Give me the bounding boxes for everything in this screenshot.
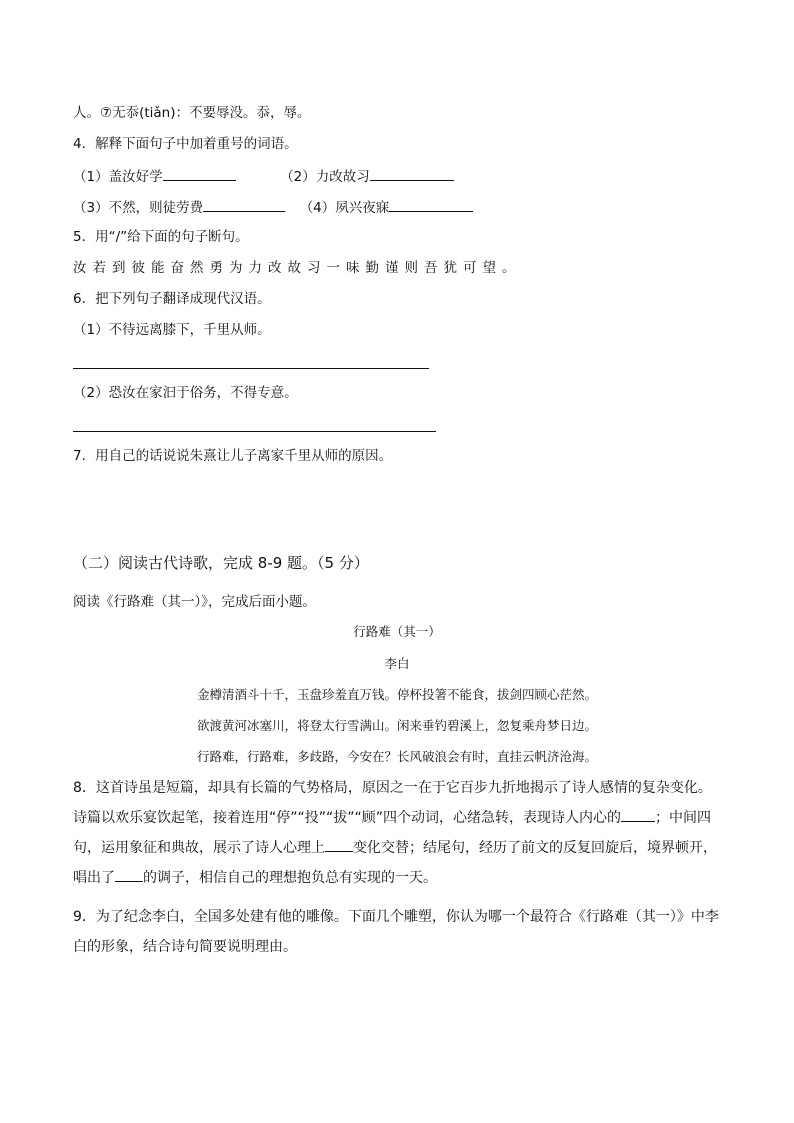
q4-item-3: （3）不然，则徒劳费 (73, 200, 204, 216)
answer-line[interactable] (73, 368, 429, 369)
answer-blank[interactable] (370, 165, 454, 181)
section-2-title: （二）阅读古代诗歌，完成 8-9 题。（5 分） (73, 554, 369, 572)
q8-text-2: ；中间四句，运用象征和典故，展示了诗人心理上 (73, 810, 712, 856)
q4-item-4: （4）夙兴夜寐 (299, 200, 390, 216)
question-5-sentence: 汝若到彼能奋然勇为力改故习一味勤谨则吾犹可望。 (73, 260, 522, 276)
q4-item-2: （2）力改故习 (280, 169, 370, 185)
q8-text-4: 的调子，相信自己的理想抱负总有实现的一天。 (143, 870, 437, 886)
question-6-item-1: （1）不待远离膝下，千里从师。 (73, 322, 271, 338)
answer-blank[interactable] (163, 165, 236, 181)
poem-title: 行路难（其一） (353, 624, 441, 639)
poem-line-1: 金樽清酒斗十千，玉盘珍羞直万钱。停杯投箸不能食，拔剑四顾心茫然。 (196, 687, 597, 702)
question-6-title: 6．把下列句子翻译成现代汉语。 (73, 291, 271, 307)
question-4-title: 4．解释下面句子中加着重号的词语。 (73, 136, 298, 152)
q8-text-3: 变化交替；结尾句，经历了前文的反复回旋后，境界顿开，唱出了 (73, 840, 717, 886)
question-4-row-2 (73, 196, 473, 218)
question-6-item-2: （2）恐汝在家汩于俗务，不得专意。 (73, 385, 298, 401)
question-9-paragraph: 9．为了纪念李白，全国多处建有他的雕像。下面几个雕塑，你认为哪一个最符合《行路难（其一）》中李白的形象，结合诗句简要说明理由。 (73, 909, 719, 955)
answer-line[interactable] (73, 431, 436, 432)
question-4-row-1 (73, 165, 454, 187)
q4-item-1: （1）盖汝好学 (73, 169, 163, 185)
poem-line-3: 行路难，行路难，多歧路，今安在？长风破浪会有时，直挂云帆济沧海。 (196, 749, 597, 764)
section-2-intro: 阅读《行路难（其一）》，完成后面小题。 (73, 594, 316, 610)
answer-blank[interactable] (389, 196, 473, 212)
answer-blank[interactable] (115, 865, 143, 882)
question-5-title: 5．用“/”给下面的句子断句。 (73, 229, 249, 245)
question-8-paragraph (73, 773, 723, 893)
answer-blank[interactable] (203, 196, 285, 212)
poem-author: 李白 (384, 656, 410, 671)
question-7-title: 7．用自己的话说说朱熹让儿子离家千里从师的原因。 (73, 448, 393, 464)
answer-blank[interactable] (621, 805, 655, 822)
annotation-note: 人。⑦无忝(tiǎn)：不要辱没。忝，辱。 (73, 105, 311, 121)
answer-blank[interactable] (325, 835, 353, 852)
q8-text-1: 8．这首诗虽是短篇，却具有长篇的气势格局，原因之一在于它百步九折地揭示了诗人感情的复杂变化。诗篇以欢乐宴饮起笔，接着连用“停”“投”“拔”“顾”四个动词，心绪急转，表现诗人内心的 (73, 780, 712, 826)
poem-line-2: 欲渡黄河冰塞川，将登太行雪满山。闲来垂钓碧溪上，忽复乘舟梦日边。 (196, 718, 597, 733)
